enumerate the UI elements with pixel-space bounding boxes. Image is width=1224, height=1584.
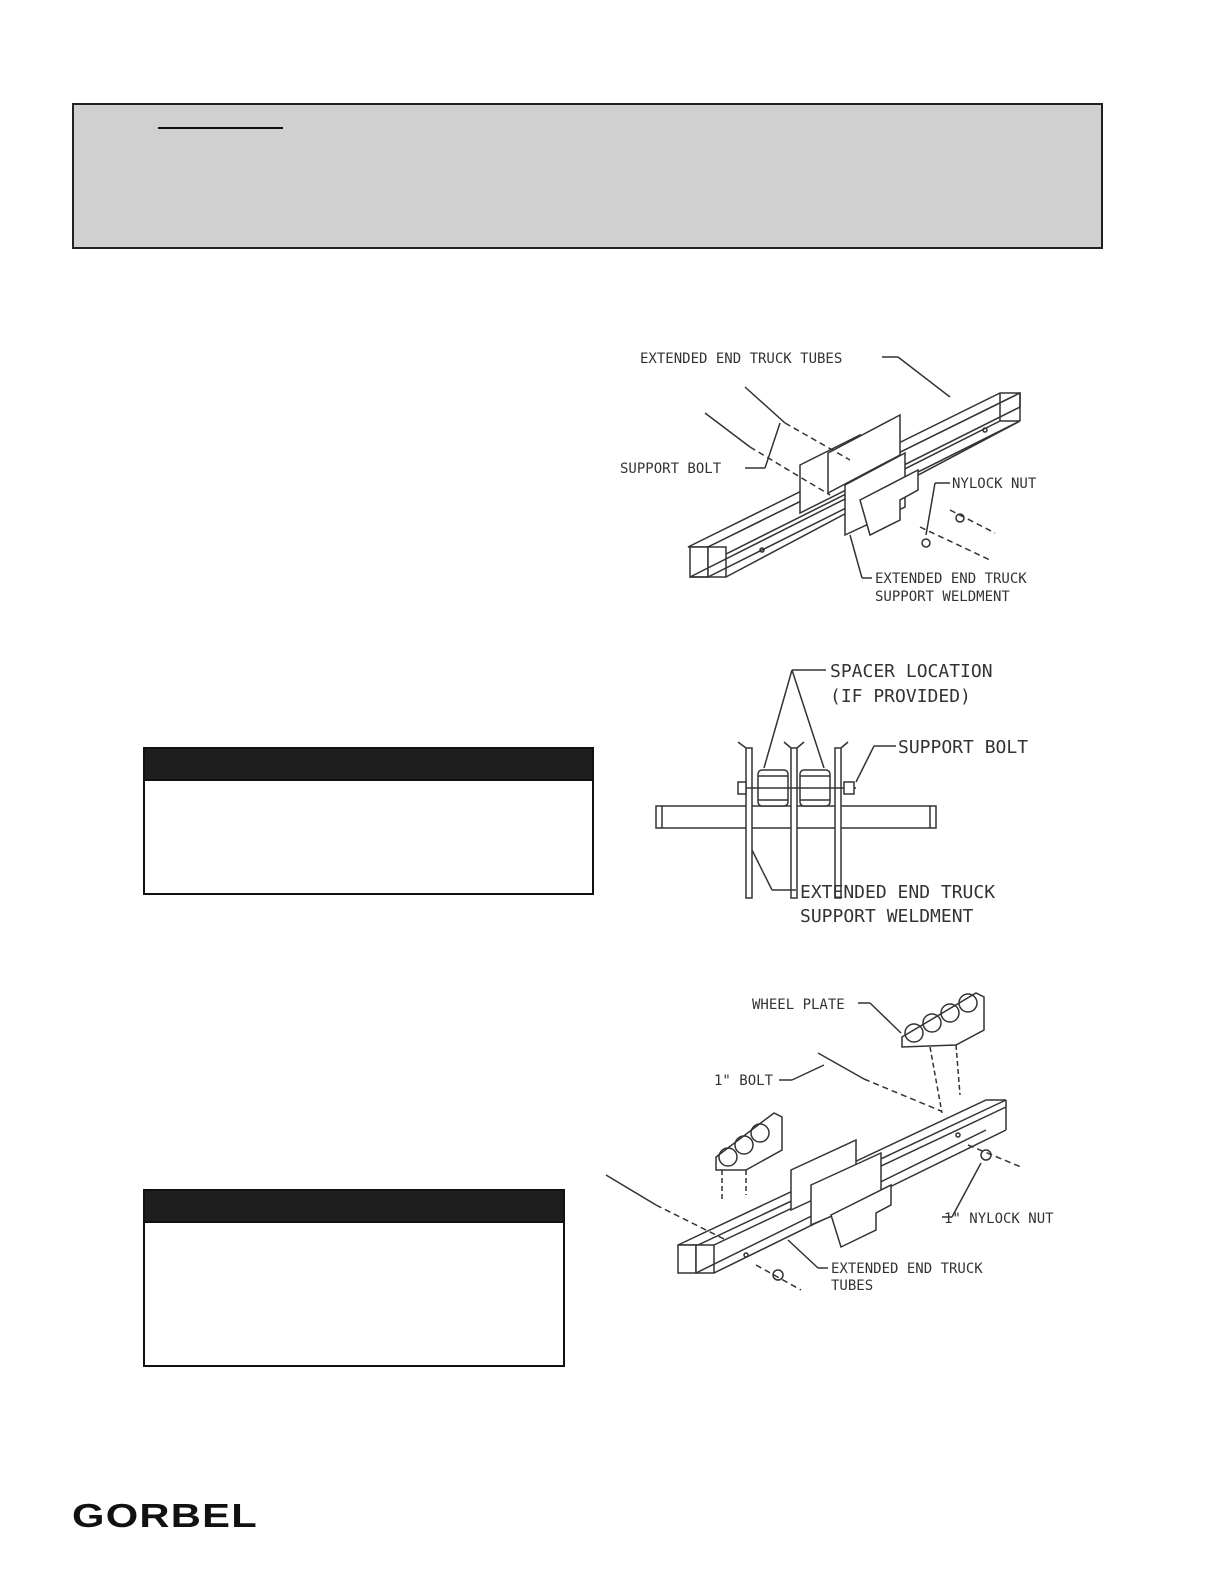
note-box (72, 103, 1103, 249)
figure-end-truck-assembly (600, 335, 1080, 615)
label-spacer-location-line1: SPACER LOCATION (830, 661, 993, 682)
figure-wheel-plate-assembly (596, 985, 1086, 1310)
label-support-weldment-line2: SUPPORT WELDMENT (875, 589, 1010, 605)
gorbel-logo-text: GORBEL (72, 1500, 258, 1530)
label-support-weldment-line1: EXTENDED END TRUCK (875, 571, 1027, 587)
label-extended-end-truck-tubes-line2: TUBES (831, 1278, 874, 1294)
label-spacer-location-line2: (IF PROVIDED) (830, 686, 971, 707)
label-support-weldment-line2: SUPPORT WELDMENT (800, 906, 974, 927)
note-heading-underline (158, 127, 283, 129)
label-extended-end-truck-tubes: EXTENDED END TRUCK TUBES (640, 351, 843, 367)
caution-box-header (145, 1191, 563, 1223)
label-one-inch-bolt: 1" BOLT (714, 1073, 774, 1089)
label-extended-end-truck-tubes-line1: EXTENDED END TRUCK (831, 1261, 983, 1277)
label-wheel-plate: WHEEL PLATE (752, 997, 845, 1013)
caution-box-1 (143, 747, 594, 895)
label-support-bolt: SUPPORT BOLT (898, 737, 1029, 758)
label-nylock-nut: NYLOCK NUT (952, 476, 1037, 492)
figure-spacer-location (640, 650, 1080, 940)
gorbel-logo (72, 1500, 262, 1530)
label-support-weldment-line1: EXTENDED END TRUCK (800, 882, 996, 903)
caution-box-2 (143, 1189, 565, 1367)
label-support-bolt: SUPPORT BOLT (620, 461, 722, 477)
caution-box-header (145, 749, 592, 781)
label-one-inch-nylock-nut: 1" NYLOCK NUT (944, 1211, 1054, 1227)
